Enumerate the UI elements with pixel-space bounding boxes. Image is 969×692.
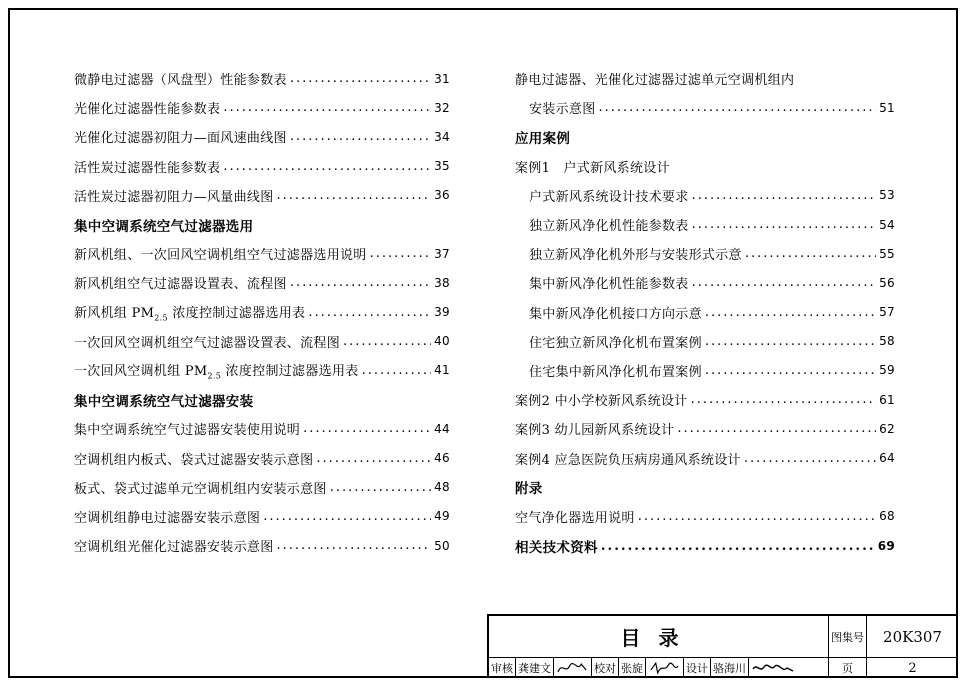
toc-page-number: 46 [434, 451, 450, 466]
toc-entry-title: 光催化过滤器初阻力—面风速曲线图 [74, 131, 287, 147]
toc-page-number: 36 [434, 188, 450, 203]
designer-name: 骆海川 [711, 658, 749, 678]
toc-entry [515, 93, 895, 122]
toc-entry [515, 443, 895, 472]
toc-page-number: 41 [434, 363, 450, 378]
toc-entry-title: 空调机组内板式、袋式过滤器安装示意图 [74, 452, 314, 468]
toc-entry [515, 239, 895, 268]
toc-entry-title: 活性炭过滤器初阻力—风量曲线图 [74, 189, 274, 205]
toc-entry-title: 光催化过滤器性能参数表 [74, 102, 221, 118]
toc-entry-title: 住宅集中新风净化机布置案例 [529, 364, 702, 380]
toc-entry-title: 新风机组 $PM_{2.5}$ 浓度控制过滤器选用表 [74, 305, 306, 323]
dot-leader [223, 159, 431, 174]
toc-page-number: 39 [434, 305, 450, 320]
toc-entry-title: 独立新风净化机性能参数表 [529, 219, 689, 235]
design-label: 设计 [684, 658, 711, 678]
dot-leader [601, 538, 875, 554]
dot-leader [290, 71, 431, 86]
dot-leader [290, 275, 431, 290]
toc-entry-title: 住宅独立新风净化机布置案例 [529, 335, 702, 351]
toc-entry [74, 531, 450, 560]
dot-leader [705, 363, 876, 378]
page-label: 页 [829, 658, 867, 678]
toc-entry [74, 356, 450, 385]
toc-page-number: 31 [434, 71, 450, 86]
toc-entry-title: 集中空调系统空气过滤器安装 [74, 393, 254, 410]
toc-entry-title: 独立新风净化机外形与安装形式示意 [529, 248, 742, 264]
dot-leader [705, 305, 876, 320]
toc-entry-title: 微静电过滤器（风盘型）性能参数表 [74, 73, 287, 89]
toc-entry-title: 一次回风空调机组空气过滤器设置表、流程图 [74, 335, 341, 351]
toc-page-number: 57 [879, 305, 895, 320]
dot-leader [692, 188, 877, 203]
toc-entry-title: 板式、袋式过滤单元空调机组内安装示意图 [74, 481, 327, 497]
dot-leader [638, 509, 876, 524]
toc-entry-title: 应用案例 [515, 130, 571, 147]
toc-page-number: 35 [434, 159, 450, 174]
toc-entry-title: 附录 [515, 481, 543, 498]
toc-section-heading [74, 210, 450, 239]
toc-section-heading [515, 531, 895, 560]
toc-entry-title: 空气净化器选用说明 [515, 510, 635, 526]
toc-entry [515, 152, 895, 181]
toc-entry [74, 268, 450, 297]
toc-entry [74, 414, 450, 443]
toc-page-number: 50 [434, 538, 450, 553]
toc-entry [74, 152, 450, 181]
dot-leader [290, 129, 431, 144]
toc-entry [515, 327, 895, 356]
toc-entry [74, 239, 450, 268]
toc-entry [515, 502, 895, 531]
toc-entry-title: 静电过滤器、光催化过滤器过滤单元空调机组内 [515, 73, 795, 89]
dot-leader [362, 363, 432, 378]
toc-entry [515, 414, 895, 443]
dot-leader [370, 246, 432, 261]
toc-page-number: 62 [879, 421, 895, 436]
toc-page-number: 40 [434, 334, 450, 349]
toc-page-number: 53 [879, 188, 895, 203]
dot-leader [691, 392, 877, 407]
toc-entry [515, 181, 895, 210]
toc-section-heading [74, 385, 450, 414]
toc-entry-title: 一次回风空调机组 $PM_{2.5}$ 浓度控制过滤器选用表 [74, 364, 359, 381]
document-title: 目录 [489, 616, 829, 658]
toc-entry [515, 356, 895, 385]
dot-leader [316, 451, 431, 466]
atlas-number: 20K307 [867, 616, 958, 658]
reviewer-name: 龚建文 [516, 658, 554, 678]
designer-signature [749, 658, 797, 678]
toc-page-number: 56 [879, 275, 895, 290]
dot-leader [303, 421, 431, 436]
toc-page-number: 64 [879, 451, 895, 466]
dot-leader [277, 538, 432, 553]
toc-entry [74, 64, 450, 93]
toc-page-number: 61 [879, 392, 895, 407]
dot-leader [705, 334, 876, 349]
toc-entry [74, 181, 450, 210]
dot-leader [343, 334, 431, 349]
dot-leader [330, 480, 431, 495]
toc-section-heading [515, 122, 895, 151]
toc-entry-title: 集中新风净化机性能参数表 [529, 277, 689, 293]
toc-entry [74, 473, 450, 502]
toc-page-number: 51 [879, 100, 895, 115]
toc-entry-title: 新风机组空气过滤器设置表、流程图 [74, 277, 287, 293]
toc-entry-title: 集中空调系统空气过滤器安装使用说明 [74, 423, 301, 439]
toc-entry-title: 安装示意图 [529, 102, 596, 118]
atlas-number-label: 图集号 [829, 616, 867, 658]
toc-entry [515, 268, 895, 297]
toc-page-number: 44 [434, 421, 450, 436]
toc-entry-title: 空调机组光催化过滤器安装示意图 [74, 540, 274, 556]
dot-leader [692, 275, 877, 290]
signature-row [489, 658, 829, 678]
dot-leader [263, 509, 431, 524]
toc-page-number: 54 [879, 217, 895, 232]
toc-page-number: 69 [877, 538, 895, 553]
title-block [487, 614, 958, 678]
toc-entry [74, 122, 450, 151]
dot-leader [277, 188, 432, 203]
toc-entry-title: 集中空调系统空气过滤器选用 [74, 218, 254, 235]
toc-page-number: 38 [434, 275, 450, 290]
toc-entry-title: 相关技术资料 [515, 539, 598, 556]
toc-entry [74, 298, 450, 327]
dot-leader [744, 451, 876, 466]
dot-leader [308, 305, 431, 320]
dot-leader [692, 217, 877, 232]
toc-left-column [74, 64, 450, 560]
dot-leader [223, 100, 431, 115]
toc-entry-title: 户式新风系统设计技术要求 [529, 189, 689, 205]
toc-page-number: 34 [434, 129, 450, 144]
toc-page-number: 32 [434, 100, 450, 115]
checker-signature [646, 658, 684, 678]
toc-page-number: 58 [879, 334, 895, 349]
toc-page-number: 48 [434, 480, 450, 495]
toc-entry-title: 集中新风净化机接口方向示意 [529, 306, 702, 322]
toc-page-number: 55 [879, 246, 895, 261]
toc-page-number: 59 [879, 363, 895, 378]
toc-right-column [515, 64, 895, 560]
toc-entry [515, 64, 895, 93]
toc-entry-title: 案例1 户式新风系统设计 [515, 160, 670, 176]
toc-section-heading [515, 473, 895, 502]
dot-leader [599, 100, 877, 115]
toc-entry [74, 93, 450, 122]
dot-leader [677, 421, 876, 436]
toc-entry [515, 298, 895, 327]
toc-entry [74, 443, 450, 472]
toc-entry-title: 空调机组静电过滤器安装示意图 [74, 510, 261, 526]
toc-entry [515, 210, 895, 239]
dot-leader [745, 246, 876, 261]
toc-entry-title: 案例3 幼儿园新风系统设计 [515, 423, 675, 439]
toc-entry-title: 案例2 中小学校新风系统设计 [515, 394, 688, 410]
toc-entry-title: 活性炭过滤器性能参数表 [74, 160, 221, 176]
toc-page-number: 37 [434, 246, 450, 261]
page-number: 2 [908, 660, 917, 676]
toc-page-number: 68 [879, 509, 895, 524]
toc-entry [74, 327, 450, 356]
toc-entry-title: 案例4 应急医院负压病房通风系统设计 [515, 452, 741, 468]
check-label: 校对 [592, 658, 619, 678]
toc-entry [515, 385, 895, 414]
toc-entry-title: 新风机组、一次回风空调机组空气过滤器选用说明 [74, 248, 367, 264]
review-label: 审核 [489, 658, 516, 678]
toc-entry [74, 502, 450, 531]
reviewer-signature [554, 658, 592, 678]
toc-page-number: 49 [434, 509, 450, 524]
checker-name: 张旋 [619, 658, 646, 678]
